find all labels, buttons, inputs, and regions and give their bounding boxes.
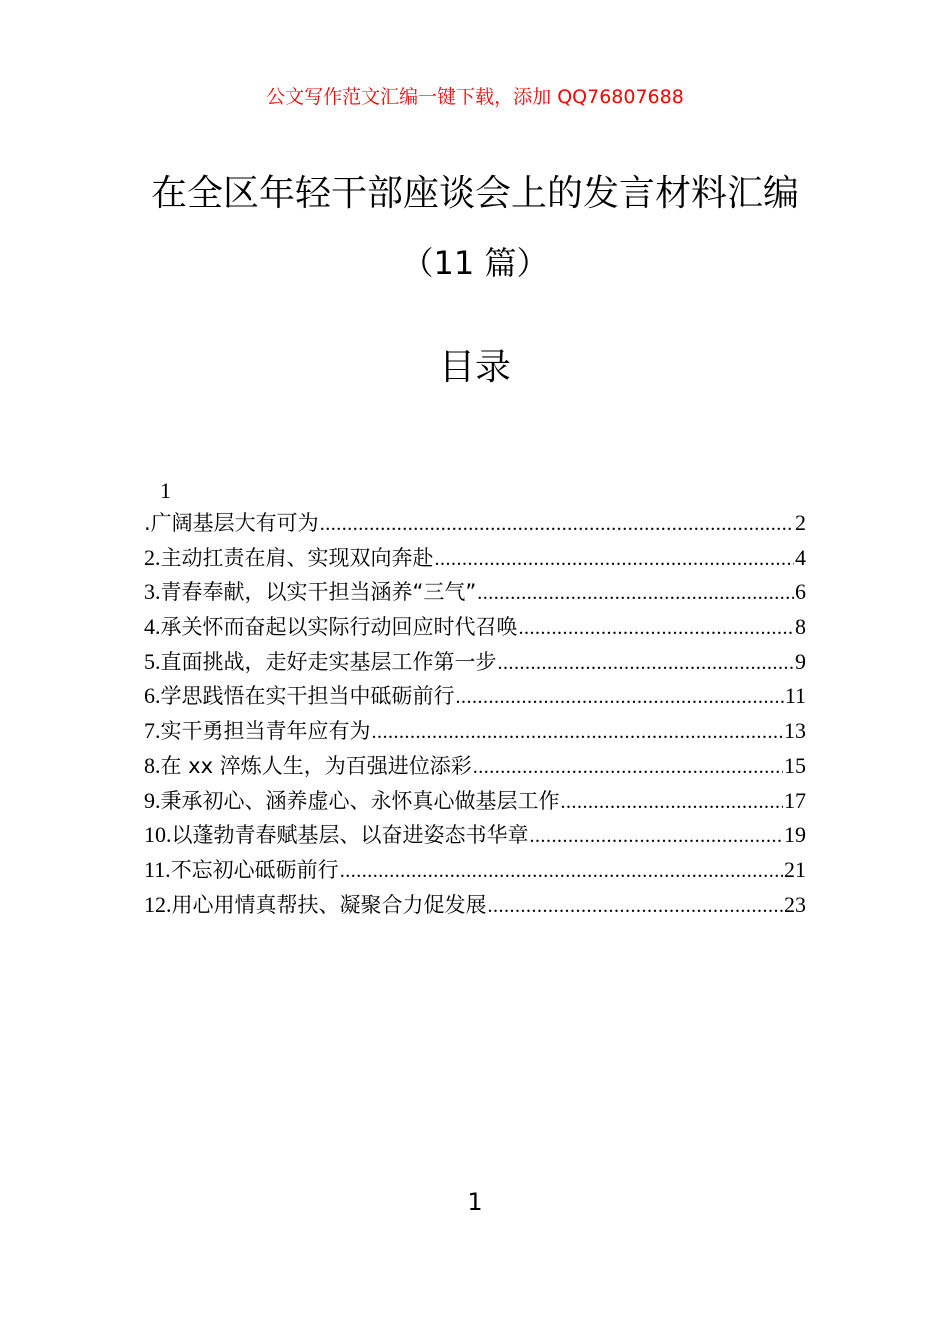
toc-entry-number: 11. [144, 856, 171, 882]
table-of-contents [144, 476, 806, 922]
toc-entry[interactable] [144, 541, 806, 576]
toc-entry-number: 7. [144, 718, 161, 744]
toc-entry-page: 4 [795, 544, 806, 570]
toc-dot-leader [435, 542, 795, 576]
toc-dot-leader [456, 680, 784, 714]
toc-entry-title: 用心用情真帮扶、凝聚合力促发展 [171, 892, 487, 917]
toc-entry-number: 6. [144, 683, 161, 709]
toc-entry[interactable] [144, 749, 806, 784]
toc-entry-title: 不忘初心砥砺前行 [170, 857, 339, 882]
toc-entry-title: 学思践悟在实干担当中砥砺前行 [160, 684, 455, 709]
toc-entry[interactable] [144, 610, 806, 645]
toc-dot-leader [340, 854, 783, 888]
toc-entry[interactable] [144, 645, 806, 680]
toc-entry-title: 承关怀而奋起以实际行动回应时代召唤 [160, 615, 518, 640]
toc-dot-leader [519, 611, 795, 645]
toc-entry-page: 23 [784, 891, 806, 917]
toc-entry-page: 15 [784, 752, 806, 778]
toc-dot-leader [473, 750, 783, 784]
toc-entry-title: 秉承初心、涵养虚心、永怀真心做基层工作 [160, 788, 560, 813]
toc-entry-page: 9 [795, 648, 806, 674]
toc-entry-number: 10. [144, 822, 172, 848]
toc-entry-number: 8. [144, 752, 161, 778]
toc-dot-leader [561, 785, 784, 819]
toc-entry-page: 8 [795, 614, 806, 640]
toc-entry-title: 直面挑战，走好走实基层工作第一步 [160, 649, 497, 674]
toc-entry-number: 9. [144, 787, 161, 813]
promo-banner: 公文写作范文汇编一键下载，添加 QQ76807688 [266, 86, 684, 108]
toc-entry[interactable] [144, 853, 806, 888]
toc-entry-number: 12. [144, 891, 172, 917]
toc-entry[interactable] [144, 575, 806, 610]
toc-entry-number: 4. [144, 614, 161, 640]
toc-lead-number: 1 [160, 478, 171, 503]
toc-entry-title: .广阔基层大有可为 [144, 511, 319, 535]
toc-entry-page: 2 [795, 510, 806, 535]
toc-entry-page: 11 [784, 683, 806, 709]
toc-entry-page: 17 [784, 787, 806, 813]
toc-entry-page: 13 [784, 718, 806, 744]
toc-dot-leader [372, 715, 784, 749]
toc-entry-number: 3. [144, 579, 161, 605]
toc-entry-title: 以蓬勃青春赋基层、以奋进姿态书华章 [171, 823, 529, 848]
toc-entry-number: 5. [144, 648, 161, 674]
toc-entry-page: 6 [795, 579, 806, 605]
toc-entry-page: 21 [784, 856, 806, 882]
page-number: 1 [467, 1188, 483, 1216]
toc-entry[interactable] [144, 714, 806, 749]
toc-dot-leader [320, 507, 794, 541]
toc-heading: 目录 [438, 347, 511, 388]
toc-entry-page: 19 [784, 822, 806, 848]
toc-dot-leader [530, 819, 784, 853]
toc-dot-leader [477, 576, 794, 610]
toc-entry[interactable] [144, 818, 806, 853]
toc-entry-title: 青春奉献，以实干担当涵养“三气” [160, 580, 477, 605]
document-subtitle: （11 篇） [401, 244, 549, 282]
toc-entry[interactable] [144, 679, 806, 714]
toc-entry-number: 2. [144, 544, 161, 570]
toc-dot-leader [498, 646, 795, 680]
toc-entry-title: 实干勇担当青年应有为 [160, 719, 371, 744]
toc-entry-title: 在 xx 淬炼人生，为百强进位添彩 [160, 753, 472, 778]
toc-dot-leader [488, 889, 784, 923]
toc-entry-title: 主动扛责在肩、实现双向奔赴 [160, 545, 434, 570]
toc-entry[interactable] [144, 506, 806, 541]
document-title: 在全区年轻干部座谈会上的发言材料汇编 [150, 173, 799, 214]
toc-entry[interactable] [144, 784, 806, 819]
toc-entry[interactable] [144, 888, 806, 923]
